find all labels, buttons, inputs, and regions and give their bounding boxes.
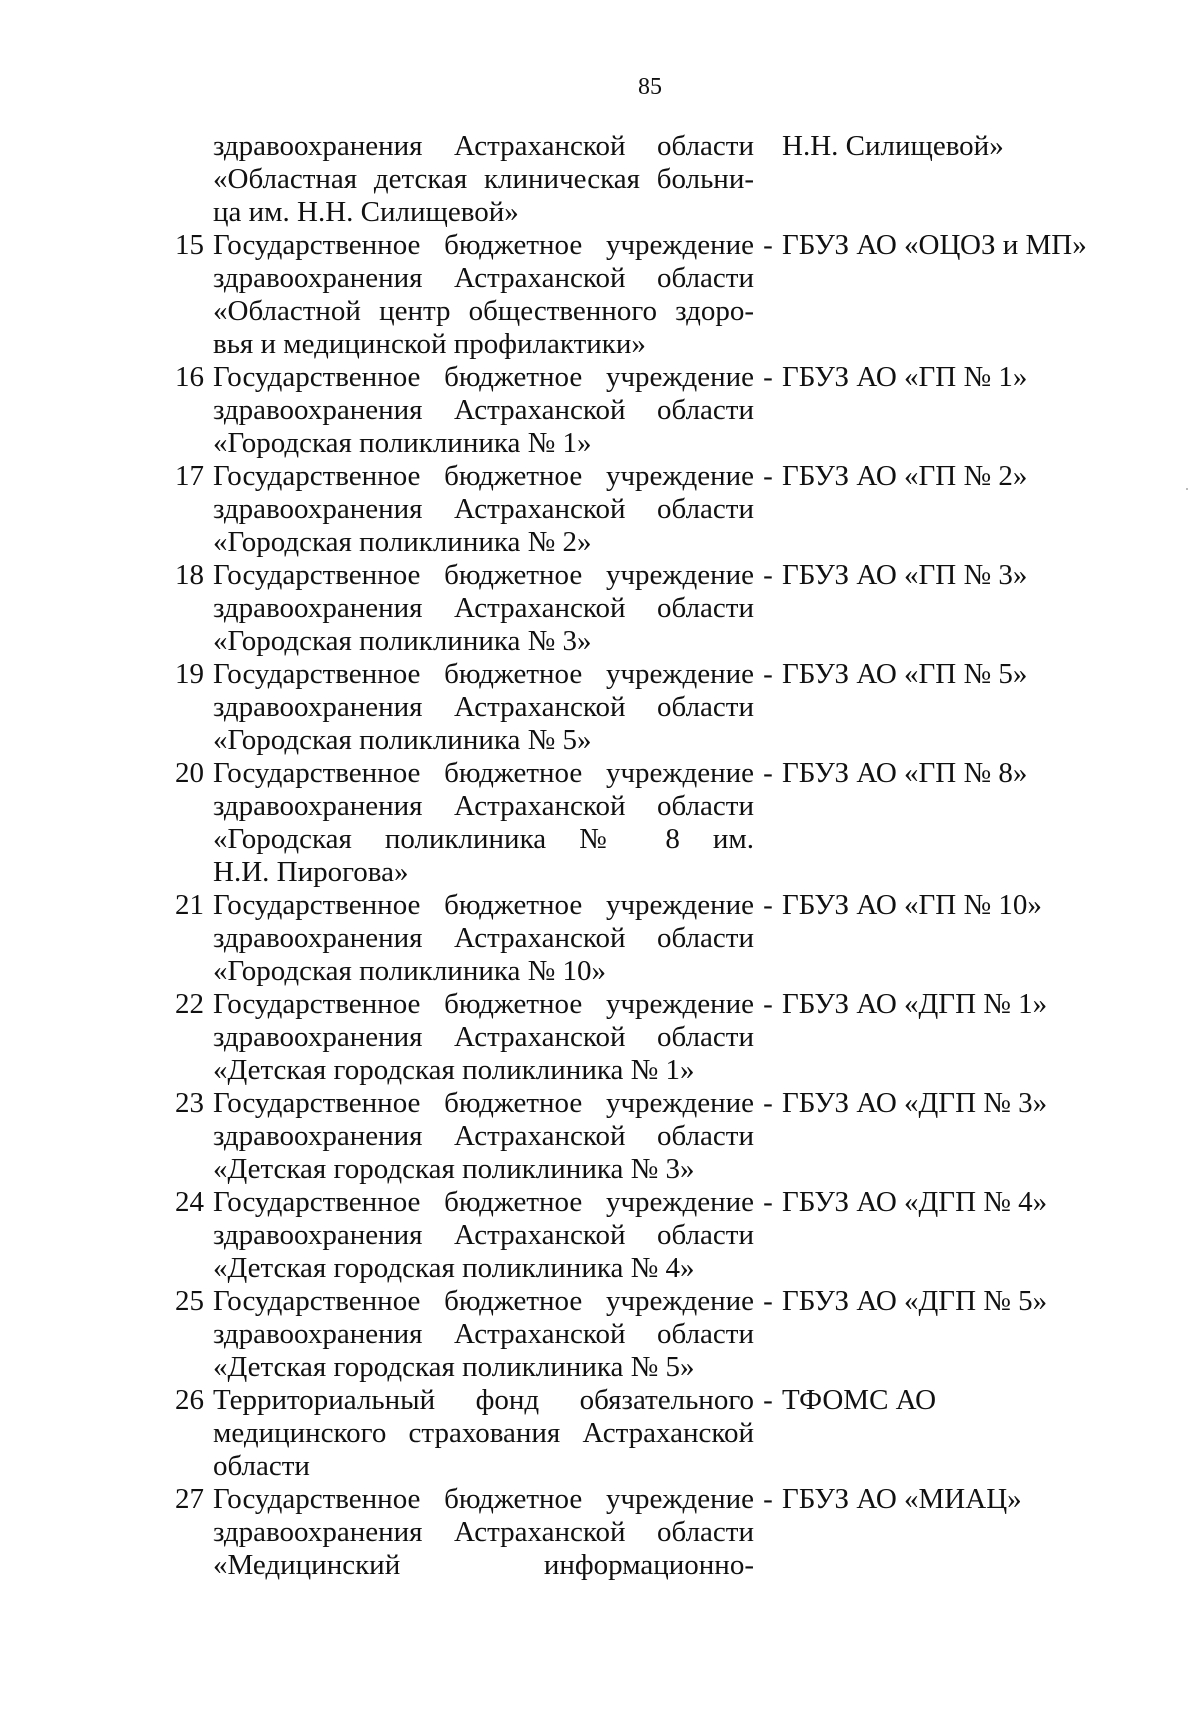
abbreviation: ГБУЗ АО «ДГП № 5» xyxy=(782,1285,1048,1317)
abbreviation: ГБУЗ АО «ГП № 3» xyxy=(782,559,1028,591)
abbreviation: ГБУЗ АО «ГП № 5» xyxy=(782,658,1028,690)
abbreviation: ГБУЗ АО «ДГП № 1» xyxy=(782,988,1048,1020)
list-item xyxy=(0,1384,1200,1483)
abbreviation: ГБУЗ АО «ГП № 10» xyxy=(782,889,1042,921)
list-item xyxy=(0,658,1200,757)
item-number: 15 xyxy=(175,229,204,261)
organization-name-line: Государственное бюджетное учреждение xyxy=(213,460,754,492)
separator-dash: - xyxy=(763,229,773,261)
item-number: 25 xyxy=(175,1285,204,1317)
list-item xyxy=(0,889,1200,988)
separator-dash: - xyxy=(763,757,773,789)
organization-name-line: Государственное бюджетное учреждение xyxy=(213,361,754,393)
list-item xyxy=(0,1285,1200,1384)
organization-name-line: ца им. Н.Н. Силищевой» xyxy=(213,196,519,228)
organization-name-line: «Детская городская поликлиника № 5» xyxy=(213,1351,695,1383)
organization-name-line: Н.И. Пирогова» xyxy=(213,856,409,888)
organization-name-line: здравоохранения Астраханской области xyxy=(213,493,754,525)
abbreviation: Н.Н. Силищевой» xyxy=(782,130,1004,162)
abbreviation: ГБУЗ АО «ДГП № 3» xyxy=(782,1087,1048,1119)
organization-name-line: Государственное бюджетное учреждение xyxy=(213,229,754,261)
abbreviation: ГБУЗ АО «ДГП № 4» xyxy=(782,1186,1048,1218)
separator-dash: - xyxy=(763,889,773,921)
item-number: 19 xyxy=(175,658,204,690)
abbreviation: ГБУЗ АО «ГП № 2» xyxy=(782,460,1028,492)
organization-name-line: «Городская поликлиника № 1» xyxy=(213,427,592,459)
organization-name-line: области xyxy=(213,1450,310,1482)
organization-name-line: Государственное бюджетное учреждение xyxy=(213,1285,754,1317)
organization-name xyxy=(213,460,754,559)
item-number: 26 xyxy=(175,1384,204,1416)
list-item xyxy=(0,757,1200,889)
abbreviation: ТФОМС АО xyxy=(782,1384,937,1416)
organization-name xyxy=(213,361,754,460)
organization-name-line: здравоохранения Астраханской области xyxy=(213,1219,754,1251)
separator-dash: - xyxy=(763,658,773,690)
organization-name-line: медицинского страхования Астраханской xyxy=(213,1417,754,1449)
organization-name xyxy=(213,130,754,229)
organization-name-line: здравоохранения Астраханской области xyxy=(213,262,754,294)
separator-dash: - xyxy=(763,1483,773,1515)
separator-dash: - xyxy=(763,988,773,1020)
list-item xyxy=(0,1087,1200,1186)
organization-name-line: «Детская городская поликлиника № 1» xyxy=(213,1054,695,1086)
organization-name-line: Государственное бюджетное учреждение xyxy=(213,757,754,789)
organization-name xyxy=(213,1384,754,1483)
organization-name-line: «Городская поликлиника № 10» xyxy=(213,955,607,987)
item-number: 27 xyxy=(175,1483,204,1515)
abbreviation: ГБУЗ АО «ГП № 1» xyxy=(782,361,1028,393)
organization-name-line: «Медицинский информационно- xyxy=(213,1549,754,1581)
organization-name xyxy=(213,757,754,889)
organization-name xyxy=(213,559,754,658)
organization-name xyxy=(213,1483,754,1582)
item-number: 24 xyxy=(175,1186,204,1218)
organization-name-line: здравоохранения Астраханской области xyxy=(213,1516,754,1548)
organization-name-line: Государственное бюджетное учреждение xyxy=(213,1186,754,1218)
list-item xyxy=(0,229,1200,361)
abbreviation: ГБУЗ АО «МИАЦ» xyxy=(782,1483,1022,1515)
list-item xyxy=(0,1483,1200,1582)
organization-name-line: Территориальный фонд обязательного xyxy=(213,1384,754,1416)
organization-name-line: «Городская поликлиника № 2» xyxy=(213,526,592,558)
list-item xyxy=(0,988,1200,1087)
separator-dash: - xyxy=(763,559,773,591)
separator-dash: - xyxy=(763,361,773,393)
organization-name-line: здравоохранения Астраханской области xyxy=(213,130,754,162)
organization-name-line: здравоохранения Астраханской области xyxy=(213,922,754,954)
separator-dash: - xyxy=(763,1186,773,1218)
organization-name-line: «Городская поликлиника № 3» xyxy=(213,625,592,657)
separator-dash: - xyxy=(763,460,773,492)
organization-name-line: Государственное бюджетное учреждение xyxy=(213,658,754,690)
organization-name xyxy=(213,1186,754,1285)
list-item xyxy=(0,559,1200,658)
organization-name-line: «Городская поликлиника № 5» xyxy=(213,724,592,756)
item-number: 20 xyxy=(175,757,204,789)
organization-name-line: здравоохранения Астраханской области xyxy=(213,394,754,426)
organization-name-line: здравоохранения Астраханской области xyxy=(213,1318,754,1350)
organization-name-line: вья и медицинской профилактики» xyxy=(213,328,646,360)
organization-name xyxy=(213,1087,754,1186)
item-number: 22 xyxy=(175,988,204,1020)
organization-name-line: здравоохранения Астраханской области xyxy=(213,1120,754,1152)
item-number: 23 xyxy=(175,1087,204,1119)
organization-name xyxy=(213,658,754,757)
abbreviation: ГБУЗ АО «ГП № 8» xyxy=(782,757,1028,789)
organization-name xyxy=(213,1285,754,1384)
organization-name-line: Государственное бюджетное учреждение xyxy=(213,988,754,1020)
document-list xyxy=(0,130,1200,1582)
list-item xyxy=(0,460,1200,559)
separator-dash: - xyxy=(763,1285,773,1317)
organization-name xyxy=(213,229,754,361)
separator-dash: - xyxy=(763,1087,773,1119)
organization-name-line: «Областной центр общественного здоро- xyxy=(213,295,754,327)
item-number: 21 xyxy=(175,889,204,921)
organization-name-line: Государственное бюджетное учреждение xyxy=(213,889,754,921)
separator-dash: - xyxy=(763,1384,773,1416)
scan-artifact xyxy=(1186,488,1188,490)
list-item xyxy=(0,361,1200,460)
organization-name-line: здравоохранения Астраханской области xyxy=(213,592,754,624)
organization-name-line: здравоохранения Астраханской области xyxy=(213,1021,754,1053)
organization-name-line: здравоохранения Астраханской области xyxy=(213,790,754,822)
organization-name xyxy=(213,988,754,1087)
organization-name-line: здравоохранения Астраханской области xyxy=(213,691,754,723)
item-number: 17 xyxy=(175,460,204,492)
organization-name-line: «Городская поликлиника № 8 им. xyxy=(213,823,754,855)
organization-name-line: «Детская городская поликлиника № 4» xyxy=(213,1252,695,1284)
list-item xyxy=(0,130,1200,229)
organization-name xyxy=(213,889,754,988)
page-number: 85 xyxy=(638,74,662,100)
organization-name-line: Государственное бюджетное учреждение xyxy=(213,559,754,591)
list-item xyxy=(0,1186,1200,1285)
organization-name-line: «Областная детская клиническая больни- xyxy=(213,163,754,195)
abbreviation: ГБУЗ АО «ОЦОЗ и МП» xyxy=(782,229,1087,261)
organization-name-line: Государственное бюджетное учреждение xyxy=(213,1483,754,1515)
organization-name-line: Государственное бюджетное учреждение xyxy=(213,1087,754,1119)
item-number: 18 xyxy=(175,559,204,591)
item-number: 16 xyxy=(175,361,204,393)
organization-name-line: «Детская городская поликлиника № 3» xyxy=(213,1153,695,1185)
